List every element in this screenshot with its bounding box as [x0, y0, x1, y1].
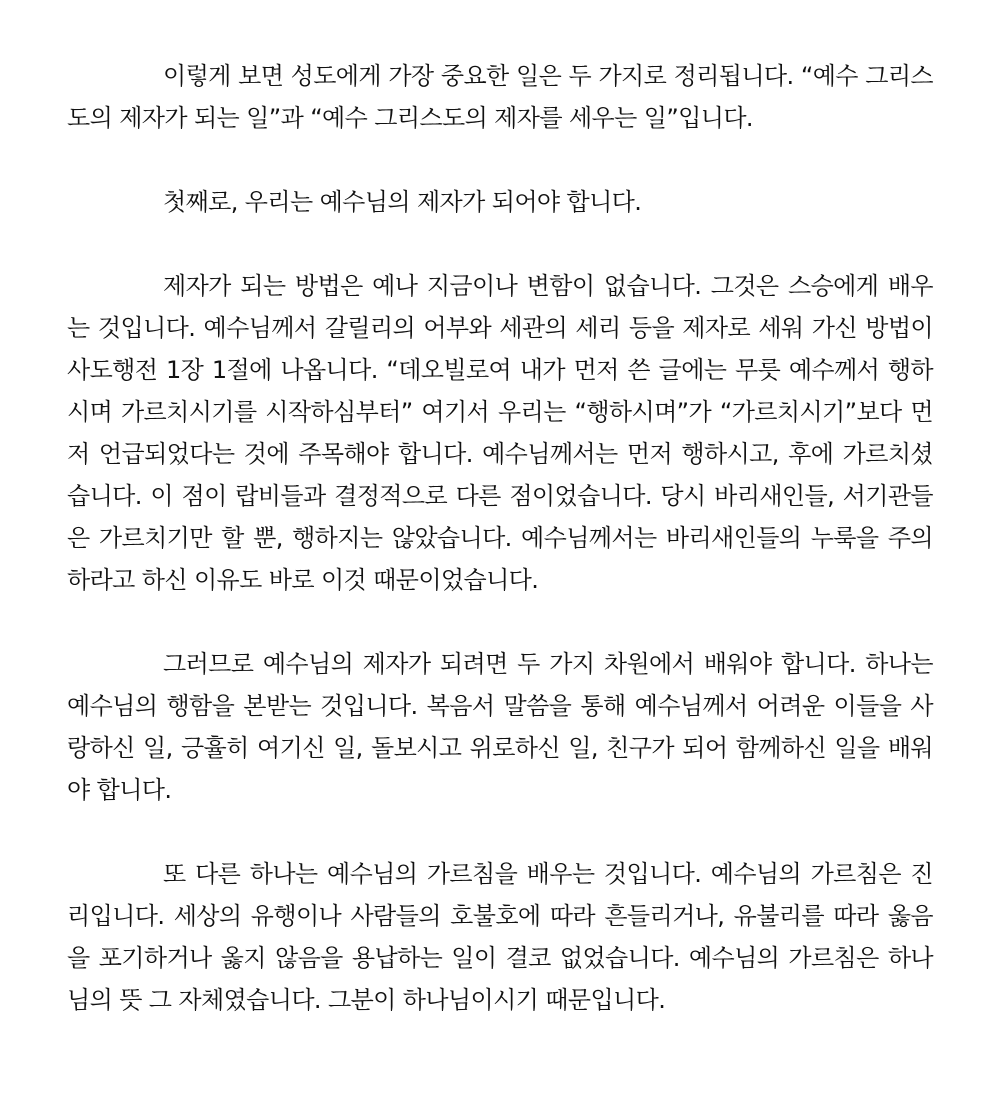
paragraph-3: 제자가 되는 방법은 예나 지금이나 변함이 없습니다. 그것은 스승에게 배우는 것입니다. 예수님께서 갈릴리의 어부와 세관의 세리 등을 제자로 세워 가신 방법이 사도행전 1장 1절에 나옵니다. “데오빌로여 내가 먼저 쓴 글에는 무릇 예수께서 행하시며 가르치시기를 시작하심부터” 여기서 우리는 “행하시며”가 “가르치시기”보다 먼저 언급되었다는 것에 주목해야 합니다. 예수님께서는 먼저 행하시고, 후에 가르치셨습니다. 이 점이 랍비들과 결정적으로 다른 점이었습니다. 당시 바리새인들, 서기관들은 가르치기만 할 뿐, 행하지는 않았습니다. 예수님께서는 바리새인들의 누룩을 주의하라고 하신 이유도 바로 이것 때문이었습니다. [67, 272, 933, 594]
paragraph-4: 그러므로 예수님의 제자가 되려면 두 가지 차원에서 배워야 합니다. 하나는 예수님의 행함을 본받는 것입니다. 복음서 말씀을 통해 예수님께서 어려운 이들을 사랑하신 일, 긍휼히 여기신 일, 돌보시고 위로하신 일, 친구가 되어 함께하신 일을 배워야 합니다. [67, 650, 933, 804]
paragraph-5: 또 다른 하나는 예수님의 가르침을 배우는 것입니다. 예수님의 가르침은 진리입니다. 세상의 유행이나 사람들의 호불호에 따라 흔들리거나, 유불리를 따라 옳음을 포기하거나 옳지 않음을 용납하는 일이 결코 없었습니다. 예수님의 가르침은 하나님의 뜻 그 자체였습니다. 그분이 하나님이시기 때문입니다. [67, 860, 933, 1014]
paragraph-2: 첫째로, 우리는 예수님의 제자가 되어야 합니다. [163, 188, 642, 216]
paragraph-1: 이렇게 보면 성도에게 가장 중요한 일은 두 가지로 정리됩니다. “예수 그리스도의 제자가 되는 일”과 “예수 그리스도의 제자를 세우는 일”입니다. [67, 62, 933, 132]
document-page [67, 55, 933, 1021]
